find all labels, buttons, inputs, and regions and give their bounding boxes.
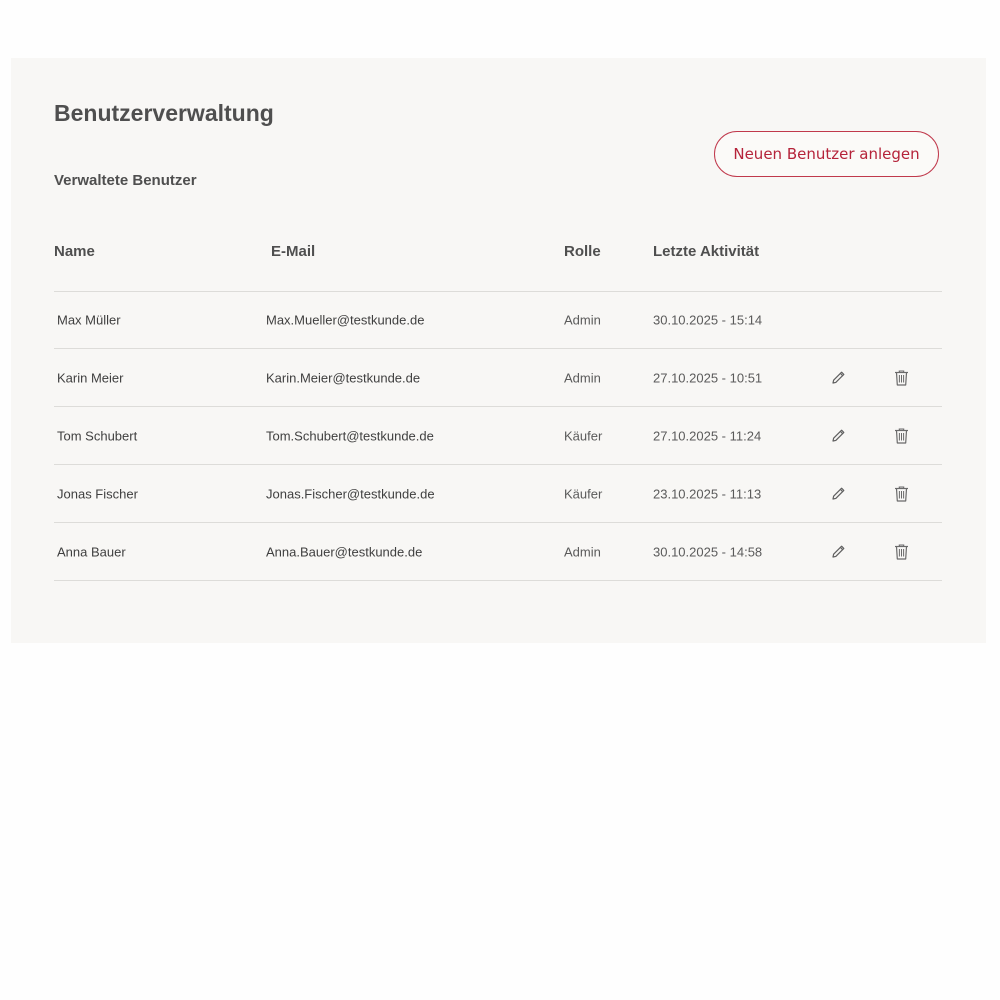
table-row: [54, 407, 942, 465]
user-role: Käufer: [564, 486, 603, 501]
user-email: Tom.Schubert@testkunde.de: [266, 428, 434, 443]
table-row: [54, 523, 942, 581]
user-role: Admin: [564, 312, 601, 327]
user-last-activity: 23.10.2025 - 11:13: [653, 486, 762, 501]
user-role: Admin: [564, 544, 601, 559]
column-header-last-activity: Letzte Aktivität: [653, 243, 760, 260]
column-header-role: Rolle: [564, 243, 601, 260]
user-email: Jonas.Fischer@testkunde.de: [266, 486, 435, 501]
page-title: Benutzerverwaltung: [54, 100, 274, 126]
table-header: [54, 243, 942, 292]
user-email: Anna.Bauer@testkunde.de: [266, 544, 423, 559]
user-email: Max.Mueller@testkunde.de: [266, 312, 425, 327]
user-table-body: [54, 291, 942, 581]
table-row: [54, 465, 942, 523]
table-row: [54, 349, 942, 407]
pencil-icon[interactable]: [827, 425, 849, 447]
user-role: Käufer: [564, 428, 603, 443]
column-header-email: E-Mail: [271, 243, 316, 260]
user-email: Karin.Meier@testkunde.de: [266, 370, 421, 385]
user-role: Admin: [564, 370, 601, 385]
user-last-activity: 30.10.2025 - 14:58: [653, 544, 763, 559]
trash-icon[interactable]: [890, 425, 912, 447]
table-row: [54, 291, 942, 349]
trash-icon[interactable]: [890, 367, 912, 389]
pencil-icon[interactable]: [827, 541, 849, 563]
user-name: Max Müller: [57, 312, 121, 327]
user-management-panel: [11, 58, 986, 643]
pencil-icon[interactable]: [827, 483, 849, 505]
user-last-activity: 27.10.2025 - 10:51: [653, 370, 763, 385]
user-last-activity: 30.10.2025 - 15:14: [653, 312, 763, 327]
pencil-icon[interactable]: [827, 367, 849, 389]
user-name: Tom Schubert: [57, 428, 138, 443]
user-name: Karin Meier: [57, 370, 124, 385]
trash-icon[interactable]: [890, 541, 912, 563]
user-last-activity: 27.10.2025 - 11:24: [653, 428, 762, 443]
user-name: Anna Bauer: [57, 544, 126, 559]
column-header-name: Name: [54, 243, 95, 260]
user-name: Jonas Fischer: [57, 486, 138, 501]
section-title: Verwaltete Benutzer: [54, 172, 197, 189]
trash-icon[interactable]: [890, 483, 912, 505]
add-user-button[interactable]: Neuen Benutzer anlegen: [714, 131, 939, 177]
